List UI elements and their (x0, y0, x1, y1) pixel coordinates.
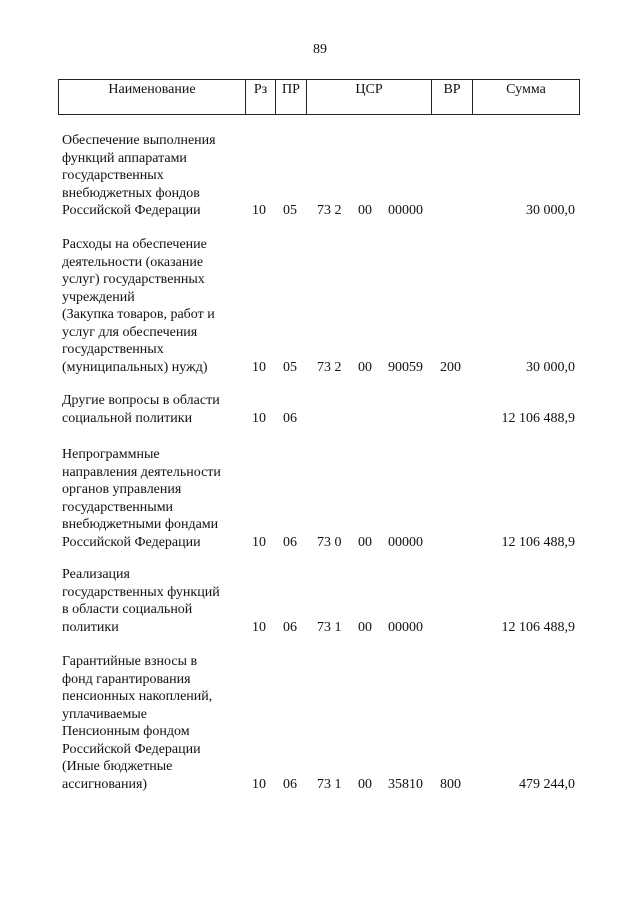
row-sum: 12 106 488,9 (501, 619, 575, 635)
row-name (62, 236, 248, 376)
row-name-line: деятельности (оказание (62, 254, 204, 270)
row-name-line: услуг для обеспечения (62, 324, 198, 340)
row-pr: 05 (283, 203, 297, 218)
row-name-line: государственными (62, 499, 174, 515)
row-csr2: 00 (358, 776, 372, 792)
row-csr3: 00000 (388, 203, 423, 218)
row-pr: 06 (283, 776, 297, 792)
row-name-line: Российской Федерации (62, 534, 201, 550)
row-name-line: учреждений (62, 289, 135, 305)
row-name-line: социальной политики (62, 410, 193, 426)
row-name-line: (Закупка товаров, работ и (62, 307, 215, 322)
row-name-line: Российской Федерации (62, 203, 201, 218)
row-csr1: 73 2 (317, 203, 342, 218)
row-name-line: в области социальной (62, 602, 193, 617)
header-pr: ПР (275, 80, 306, 114)
row-csr2: 00 (358, 203, 372, 218)
row-sum: 12 106 488,9 (501, 410, 575, 426)
row-pr: 06 (283, 534, 297, 550)
row-name (62, 446, 248, 551)
row-rz: 10 (252, 619, 266, 635)
row-name (62, 566, 248, 636)
row-rz: 10 (252, 534, 266, 550)
header-vr: ВР (431, 80, 472, 114)
row-csr3: 90059 (388, 359, 423, 375)
row-name-line: фонд гарантирования (62, 671, 191, 687)
row-name-line: пенсионных накоплений, (62, 689, 213, 704)
row-sum: 30 000,0 (526, 203, 575, 218)
row-csr2: 00 (358, 359, 372, 375)
row-rz: 10 (252, 410, 266, 426)
row-csr3: 00000 (388, 534, 423, 550)
header-sum: Сумма (472, 80, 579, 114)
row-csr3: 00000 (388, 619, 423, 635)
row-name-line: Российской Федерации (62, 741, 201, 757)
row-name-line: Гарантийные взносы в (62, 654, 198, 669)
row-name (62, 392, 248, 427)
header-name: Наименование (108, 82, 196, 97)
row-name-line: Другие вопросы в области (62, 393, 220, 408)
table-header (58, 79, 580, 115)
row-csr1: 73 1 (317, 776, 342, 792)
row-name-line: органов управления (62, 482, 182, 497)
row-name-line: политики (62, 619, 119, 635)
row-name-line: внебюджетных фондов (62, 185, 200, 201)
row-name-line: Непрограммные (62, 447, 160, 462)
row-csr2: 00 (358, 619, 372, 635)
row-pr: 06 (283, 619, 297, 635)
row-sum: 30 000,0 (526, 359, 575, 375)
row-name-line: Обеспечение выполнения (62, 133, 216, 148)
row-name-line: Реализация (62, 567, 130, 582)
row-name-line: (Иные бюджетные (62, 759, 173, 774)
row-sum: 479 244,0 (519, 776, 575, 792)
row-csr1: 73 2 (317, 359, 342, 375)
row-name-line: государственных функций (62, 584, 220, 600)
row-name (62, 132, 248, 220)
row-csr3: 35810 (388, 776, 423, 792)
row-vr: 200 (440, 359, 461, 375)
row-name-line: функций аппаратами (62, 150, 187, 166)
row-name-line: ассигнования) (62, 776, 148, 792)
page-number: 89 (313, 42, 327, 57)
row-rz: 10 (252, 203, 266, 218)
row-name-line: направления деятельности (62, 464, 221, 480)
row-name-line: (муниципальных) нужд) (62, 359, 208, 375)
row-sum: 12 106 488,9 (501, 534, 575, 550)
row-name-line: Расходы на обеспечение (62, 237, 207, 252)
row-name-line: услуг) государственных (62, 272, 205, 287)
row-csr1: 73 1 (317, 619, 342, 635)
row-name-line: государственных (62, 168, 164, 183)
row-name-line: государственных (62, 342, 164, 357)
row-name-line: Пенсионным фондом (62, 724, 190, 739)
header-csr: ЦСР (306, 80, 431, 114)
row-csr1: 73 0 (317, 534, 342, 550)
row-rz: 10 (252, 359, 266, 375)
header-rz: Рз (245, 80, 275, 114)
row-name-line: внебюджетными фондами (62, 517, 219, 532)
row-csr2: 00 (358, 534, 372, 550)
row-name-line: уплачиваемые (62, 706, 147, 722)
row-vr: 800 (440, 776, 461, 792)
row-pr: 06 (283, 410, 297, 426)
row-rz: 10 (252, 776, 266, 792)
row-pr: 05 (283, 359, 297, 375)
row-name (62, 653, 248, 793)
